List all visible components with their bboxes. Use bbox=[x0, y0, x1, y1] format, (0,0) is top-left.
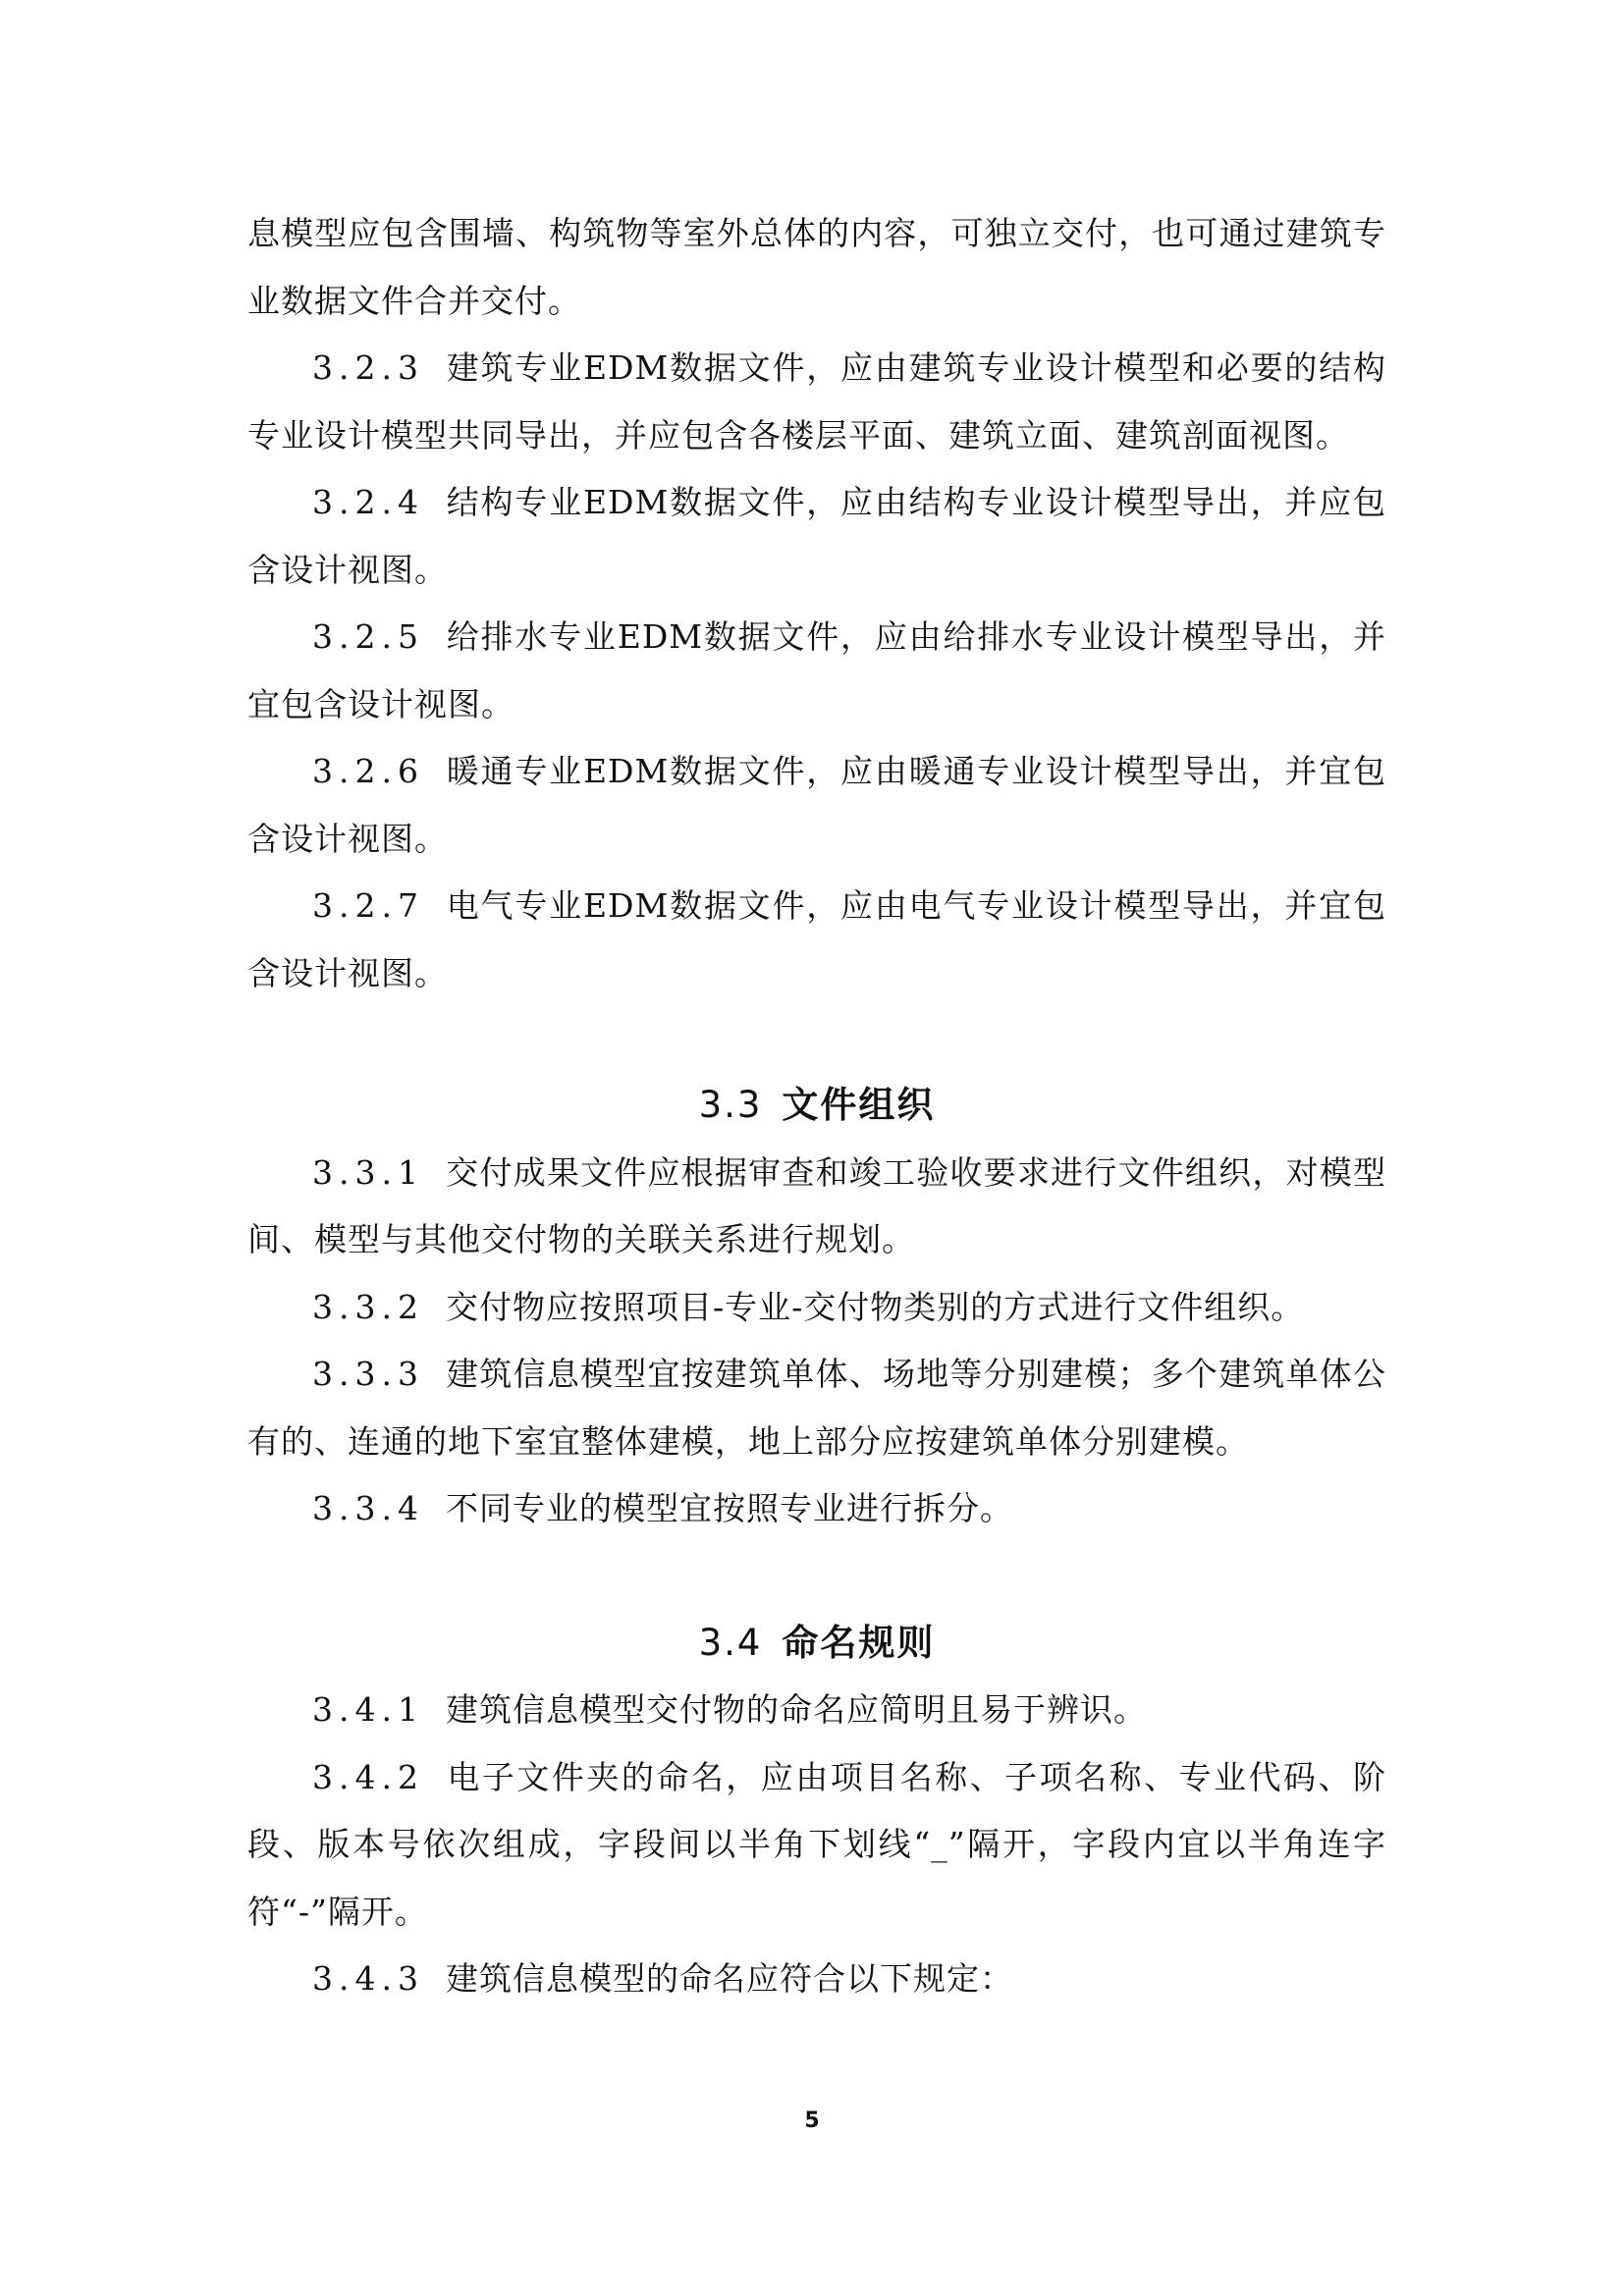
clause-number: 3.2.6 bbox=[312, 752, 424, 790]
clause-number: 3.4.3 bbox=[312, 1959, 424, 1998]
clause-3-3-3 bbox=[247, 1341, 1386, 1475]
paragraph-continuation: 息模型应包含围墙、构筑物等室外总体的内容，可独立交付，也可通过建筑专业数据文件合并交付。 bbox=[247, 214, 1386, 320]
clause-text: 建筑专业EDM数据文件，应由建筑专业设计模型和必要的结构专业设计模型共同导出，并应包含各楼层平面、建筑立面、建筑剖面视图。 bbox=[247, 348, 1386, 454]
page-content bbox=[247, 200, 1386, 2013]
clause-3-4-2 bbox=[247, 1744, 1386, 1947]
clause-3-4-1 bbox=[247, 1677, 1386, 1744]
clause-text: 交付成果文件应根据审查和竣工验收要求进行文件组织，对模型间、模型与其他交付物的关联关系进行规划。 bbox=[247, 1152, 1386, 1258]
section-number: 3.4 bbox=[698, 1621, 763, 1664]
clause-number: 3.3.4 bbox=[312, 1489, 424, 1527]
clause-text: 电子文件夹的命名，应由项目名称、子项名称、专业代码、阶段、版本号依次组成，字段间以半角下划线“_”隔开，字段内宜以半角连字符“-”隔开。 bbox=[247, 1757, 1386, 1931]
clause-number: 3.3.1 bbox=[312, 1152, 424, 1192]
clause-number: 3.2.7 bbox=[312, 886, 424, 925]
clause-number: 3.2.5 bbox=[312, 617, 424, 656]
clause-3-2-4 bbox=[247, 469, 1386, 604]
clause-text: 交付物应按照项目-专业-交付物类别的方式进行文件组织。 bbox=[445, 1287, 1305, 1326]
section-heading-3-4 bbox=[247, 1610, 1386, 1678]
clause-text: 建筑信息模型宜按建筑单体、场地等分别建模；多个建筑单体公有的、连通的地下室宜整体建模，地上部分应按建筑单体分别建模。 bbox=[247, 1355, 1386, 1461]
clause-3-2-5 bbox=[247, 604, 1386, 738]
section-heading-3-3 bbox=[247, 1072, 1386, 1140]
clause-number: 3.2.3 bbox=[312, 348, 424, 387]
clause-number: 3.2.4 bbox=[312, 483, 424, 521]
clause-text: 结构专业EDM数据文件，应由结构专业设计模型导出，并应包含设计视图。 bbox=[247, 483, 1386, 589]
section-title: 命名规则 bbox=[782, 1621, 936, 1664]
clause-number: 3.3.2 bbox=[312, 1287, 424, 1326]
clause-number: 3.3.3 bbox=[312, 1355, 424, 1393]
clause-text: 电气专业EDM数据文件，应由电气专业设计模型导出，并宜包含设计视图。 bbox=[247, 886, 1386, 992]
clause-3-2-3 bbox=[247, 335, 1386, 469]
clause-number: 3.4.2 bbox=[312, 1757, 424, 1796]
page-number: 5 bbox=[804, 2109, 820, 2133]
clause-text: 不同专业的模型宜按照专业进行拆分。 bbox=[445, 1489, 1013, 1527]
section-title: 文件组织 bbox=[782, 1084, 936, 1126]
section-number: 3.3 bbox=[698, 1084, 763, 1126]
clause-3-3-4 bbox=[247, 1475, 1386, 1543]
clause-3-2-6 bbox=[247, 738, 1386, 873]
clause-text: 给排水专业EDM数据文件，应由给排水专业设计模型导出，并宜包含设计视图。 bbox=[247, 617, 1386, 723]
clause-3-3-1 bbox=[247, 1140, 1386, 1274]
clause-3-3-2 bbox=[247, 1274, 1386, 1342]
clause-text: 暖通专业EDM数据文件，应由暖通专业设计模型导出，并宜包含设计视图。 bbox=[247, 752, 1386, 858]
clause-3-4-3 bbox=[247, 1946, 1386, 2013]
clause-3-2-7 bbox=[247, 873, 1386, 1007]
clause-text: 建筑信息模型的命名应符合以下规定： bbox=[445, 1959, 1013, 1998]
clause-number: 3.4.1 bbox=[312, 1690, 424, 1729]
clause-text: 建筑信息模型交付物的命名应简明且易于辨识。 bbox=[445, 1690, 1147, 1729]
